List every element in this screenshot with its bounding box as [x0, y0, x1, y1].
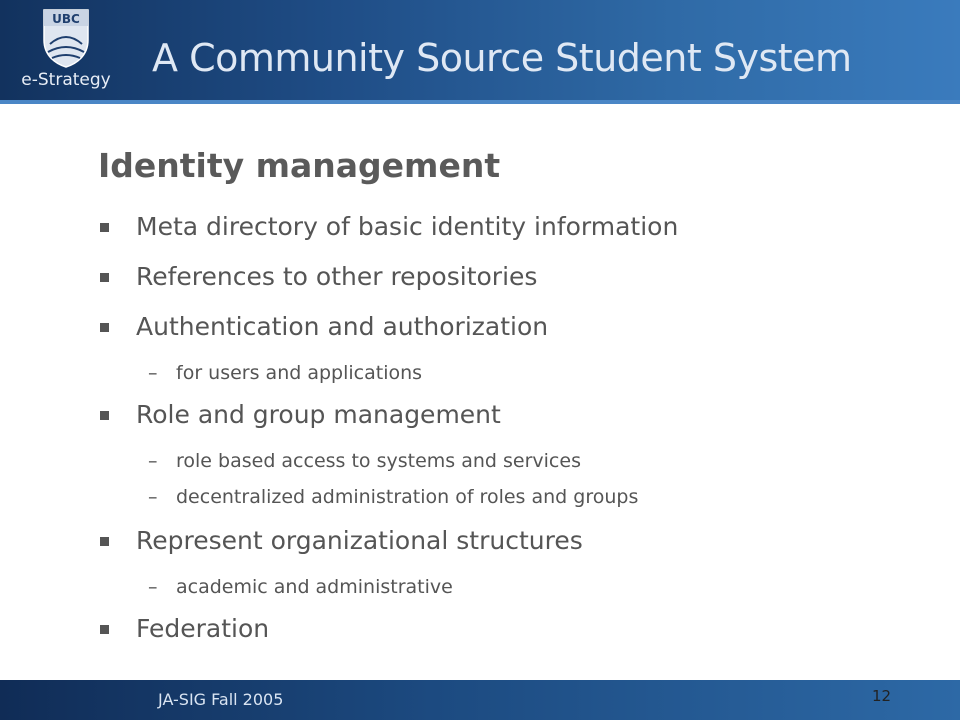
bullet-text: Represent organizational structures: [136, 526, 583, 555]
square-bullet-icon: [100, 273, 109, 282]
ubc-crest-icon: [42, 8, 90, 68]
header-title: A Community Source Student System: [152, 36, 852, 80]
square-bullet-icon: [100, 625, 109, 634]
ubc-logo: [16, 8, 116, 98]
square-bullet-icon: [100, 411, 109, 420]
footer-text: JA-SIG Fall 2005: [158, 690, 284, 709]
logo-text: e-Strategy: [21, 70, 111, 90]
sub-bullet-text: role based access to systems and services: [176, 450, 581, 472]
crest-text: UBC: [52, 12, 80, 26]
page-number: 12: [872, 687, 892, 705]
square-bullet-icon: [100, 537, 109, 546]
footer-bar: [0, 680, 960, 720]
sub-bullet-text: for users and applications: [176, 362, 423, 384]
bullet-text: Federation: [136, 614, 270, 643]
sub-bullet-text: decentralized administration of roles and groups: [176, 486, 639, 508]
dash-marker: –: [148, 362, 158, 384]
bullet-text: Authentication and authorization: [136, 312, 549, 341]
sub-bullet-text: academic and administrative: [176, 576, 453, 598]
slide-title: Identity management: [98, 146, 501, 185]
dash-marker: –: [148, 576, 158, 598]
dash-marker: –: [148, 450, 158, 472]
bullet-text: References to other repositories: [136, 262, 538, 291]
header-banner: [0, 0, 960, 104]
bullet-text: Meta directory of basic identity information: [136, 212, 679, 241]
square-bullet-icon: [100, 323, 109, 332]
bullet-text: Role and group management: [136, 400, 501, 429]
header-divider: [0, 100, 960, 104]
dash-marker: –: [148, 486, 158, 508]
square-bullet-icon: [100, 223, 109, 232]
